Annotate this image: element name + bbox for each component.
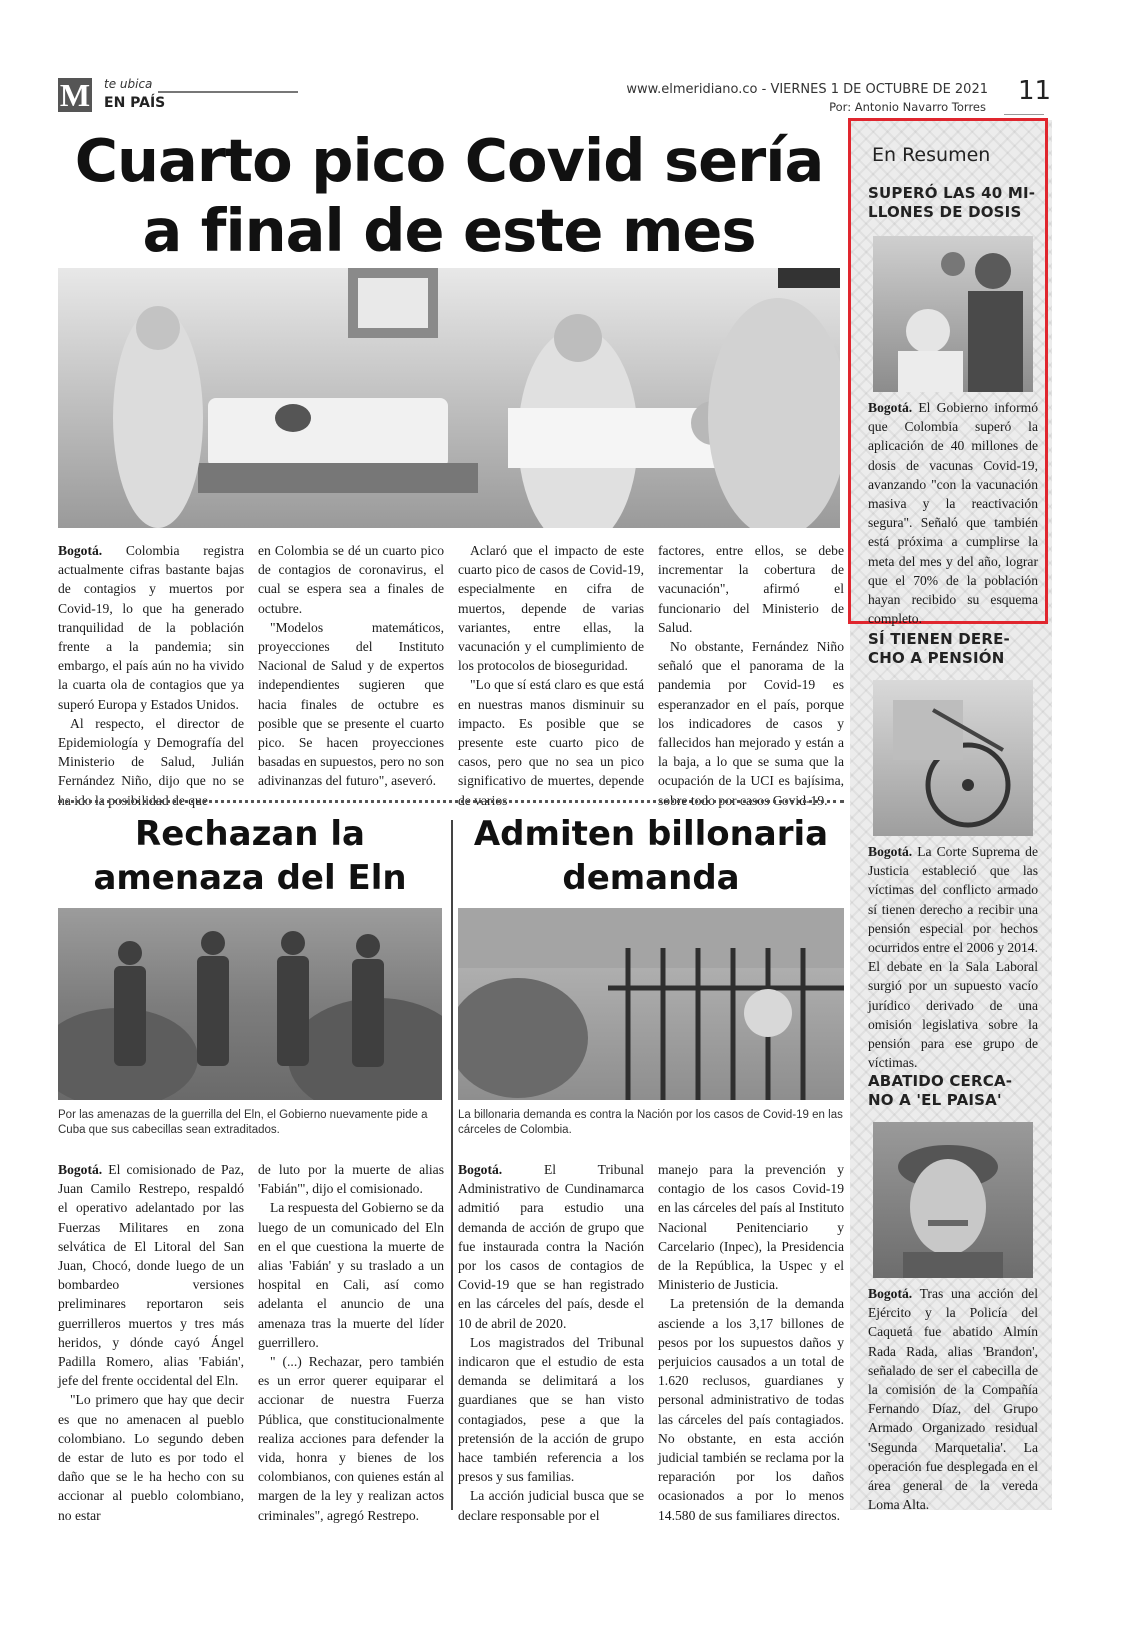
main-story-col4 [658, 541, 844, 810]
demanda-col2-para2: La pretensión de la demanda asciende a los 3,17 billones de pesos por los supuestos daños y perjuicios causados a un total de 1.620 reclusos, guardianes y personal administrativo de todas las cárceles del país contagiados. No obstante, en esta acción judicial también se reclama por la reparación por los daños ocasionados a por lo menos 14.580 de sus familiares directos. [658, 1296, 844, 1523]
prison-photo-caption: La billonaria demanda es contra la Nación por los casos de Covid-19 en las cárceles de Colombia. [458, 1109, 843, 1136]
main-col1-para2: Al respecto, el director de Epidemiología y Demografía del Ministerio de Salud, Julián Fernández Niño, dijo que no se ha ido la posibilidad de que [58, 715, 244, 808]
summary2-dateline: Bogotá. [868, 844, 913, 859]
demanda-headline-line1: Admiten billonaria [473, 814, 829, 854]
eln-headline-line2: amenaza del Eln [93, 858, 407, 898]
page-number: 11 [1018, 76, 1052, 106]
summary3-dateline: Bogotá. [868, 1286, 913, 1301]
main-col2-para1: en Colombia se dé un cuarto pico de contagios de coronavirus, el cual se espera sea a finales de octubre. [258, 543, 444, 616]
icu-illustration [58, 268, 840, 528]
eln-story-col1 [58, 1160, 244, 1525]
vaccination-illustration [873, 236, 1033, 392]
portrait-illustration [873, 1122, 1033, 1278]
tagline-rule [158, 91, 298, 93]
logo: M [59, 77, 91, 113]
covid-icu-photo [58, 268, 840, 528]
main-col4-para1: factores, entre ellos, se debe incrementar la cobertura de vacunación", afirmó el funcionario del Ministerio de Salud. [658, 543, 844, 635]
soldiers-illustration [58, 908, 442, 1100]
eln-story-col2 [258, 1160, 444, 1525]
demanda-headline [458, 812, 844, 900]
eln-col1-para2: "Lo primero que hay que decir es que no amenacen al pueblo colombiano. Lo segundo deben de estar de luto es por todo el daño que se le ha hecho con su accionar al pueblo colombiano, no estar [58, 1392, 244, 1523]
tagline: te ubica [104, 77, 153, 91]
prison-photo [458, 908, 844, 1100]
url-date-line: www.elmeridiano.co - VIERNES 1 DE OCTUBRE DE 2021 [626, 82, 988, 97]
demanda-col1-para2: Los magistrados del Tribunal indicaron que el estudio de esta demanda se delimitará a los guardianes que se han visto contagiados, pese a que la pretensión de la acción de grupo hace también referencia a los presos y sus familias. [458, 1334, 644, 1485]
main-col3-para2: "Lo que sí está claro es que está en nuestras manos disminuir su impacto. Es posible que se presente este cuarto pico de casos, pero que no sea un pico significativo de muertes, depende de varios [458, 677, 644, 808]
main-headline-line2: a final de este mes [142, 196, 756, 265]
eln-photo-caption: Por las amenazas de la guerrilla del Eln, el Gobierno nuevamente pide a Cuba que sus cabecillas sean extraditados. [58, 1109, 428, 1136]
demanda-story-col1 [458, 1160, 644, 1525]
section-divider [58, 800, 844, 803]
demanda-headline-line2: demanda [562, 858, 740, 898]
main-headline [58, 126, 840, 266]
column-divider [451, 820, 453, 1510]
sidebar-title: En Resumen [872, 144, 991, 166]
vaccination-photo [873, 236, 1033, 392]
demanda-story-col2 [658, 1160, 844, 1525]
eln-headline-line1: Rechazan la [135, 814, 365, 854]
masthead [58, 78, 298, 114]
eln-col1-para1: Bogotá. El comisionado de Paz, Juan Camilo Restrepo, respaldó el operativo adelantado por las Fuerzas Militares en zona selvática de El Litoral del San Juan, Chocó, donde luego de un bombardeo versiones preliminares reportaron seis guerrilleros muertos y tres más heridos, y dónde cayó Ángel Padilla Romero, alias 'Fabián', jefe del frente occidental del Eln. [58, 1162, 244, 1389]
eln-col2-para1: de luto por la muerte de alias 'Fabián'", dijo el comisionado. [258, 1162, 444, 1197]
main-story-col1 [58, 541, 244, 810]
main-col2-para2: "Modelos matemáticos, proyecciones del Instituto Nacional de Salud y de expertos independientes sugieren que hacia finales de octubre es posible que se presente el cuarto pico. Se hacen proyecciones basadas en supuestos, pero no son adivinanzas del futuro", aseveró. [258, 619, 444, 789]
demanda-dateline: Bogotá. [458, 1162, 503, 1177]
main-story-col3 [458, 541, 644, 810]
eln-headline [58, 812, 442, 900]
section-label: EN PAÍS [104, 95, 166, 111]
demanda-col2-para1: manejo para la prevención y contagio de los casos Covid-19 en las cárceles del país al Instituto Nacional Penitenciario y Carcelario (Inpec), la Presidencia de la República, la Uspec y el Ministerio de Justicia. [658, 1162, 844, 1293]
main-col1-para1: Bogotá. Colombia registra actualmente cifras bastante bajas de contagios y muertos por Covid-19, lo que ha generado tranquilidad de la población frente a la pandemia; sin embargo, el país aún no ha vivido la cuarta ola de contagios que ya superó Europa y Estados Unidos. [58, 543, 244, 712]
demanda-col1-para3: La acción judicial busca que se declare responsable por el [458, 1488, 644, 1523]
main-story-col2 [258, 541, 444, 791]
wheelchair-illustration [873, 680, 1033, 836]
header-rule [1004, 114, 1044, 115]
summary1-heading: SUPERÓ LAS 40 MI- LLONES DE DOSIS [868, 184, 1036, 221]
summary2-text: Bogotá. La Corte Suprema de Justicia estableció que las víctimas del conflicto armado sí tienen derecho a recibir una pensión especial por hechos ocurridos entre el 2006 y 2014. El debate en la Sala Laboral surgió por un supuesto vacío jurídico derivado de una omisión legislativa sobre la pensión para ese grupo de víctimas. [868, 844, 1038, 1071]
wheelchair-photo [873, 680, 1033, 836]
main-col4-para2: No obstante, Fernández Niño señaló que el panorama de la pandemia por Covid-19 es esperanzador en el país, porque los indicadores de casos y fallecidos han mejorado y están a la baja, a lo que se suma que la ocupación de la UCI es bajísima, sobre todo por casos Covid-19. [658, 639, 844, 808]
summary2-heading: SÍ TIENEN DERE- CHO A PENSIÓN [868, 630, 1010, 667]
eln-col2-para3: " (...) Rechazar, pero también es un error querer equiparar el accionar de nuestra Fuerza Pública, que constitucionalmente realiza acciones para defender la vida, honra y bienes de los colombianos, con quienes están al margen de la ley y realizan actos criminales", agregó Restrepo. [258, 1354, 444, 1523]
summary1-dateline: Bogotá. [868, 400, 913, 415]
main-dateline: Bogotá. [58, 543, 103, 558]
el-paisa-photo [873, 1122, 1033, 1278]
main-col3-para1: Aclaró que el impacto de este cuarto pico de casos de Covid-19, especialmente en cifra de muertos, depende de varias variantes, entre ellas, la vacunación y el cumplimiento de los protocolos de bioseguridad. [458, 543, 644, 674]
demanda-col1-para1: Bogotá. El Tribunal Administrativo de Cundinamarca admitió para estudio una demanda de acción de grupo que fue instaurada contra la Nación por los casos de contagios de Covid-19 que se han registrado en las cárceles del país, desde el 10 de abril de 2020. [458, 1162, 644, 1331]
summary3-text: Bogotá. Tras una acción del Ejército y la Policía del Caquetá fue abatido Almín Rada Rada, alias 'Brandon', señalado de ser el cabecilla de la comisión de la Compañía Fernando Díaz, del Grupo Armado Organizado residual 'Segunda Marquetalia'. La operación fue desplegada en el área general de la vereda Loma Alta. [868, 1286, 1038, 1513]
eln-soldiers-photo [58, 908, 442, 1100]
prison-illustration [458, 908, 844, 1100]
eln-col2-para2: La respuesta del Gobierno se da luego de un comunicado del Eln en el que cuestiona la muerte de alias 'Fabián' y su traslado a un hospital en Cali, así como adelanta el anuncio de una amenaza tras la muerte del líder guerrillero. [258, 1200, 445, 1350]
main-headline-line1: Cuarto pico Covid sería [74, 126, 824, 195]
byline: Por: Antonio Navarro Torres [829, 100, 986, 114]
eln-dateline: Bogotá. [58, 1162, 103, 1177]
summary3-heading: ABATIDO CERCA- NO A 'EL PAISA' [868, 1072, 1013, 1109]
summary1-text: Bogotá. El Gobierno informó que Colombia superó la aplicación de 40 millones de dosis de vacunas Covid-19, avanzando "con la vacunación masiva y la reactivación segura". Señaló que también está próxima a cumplirse la meta del mes y del año, lograr que el 70% de la población hayan recibido su esquema completo. [868, 400, 1038, 627]
